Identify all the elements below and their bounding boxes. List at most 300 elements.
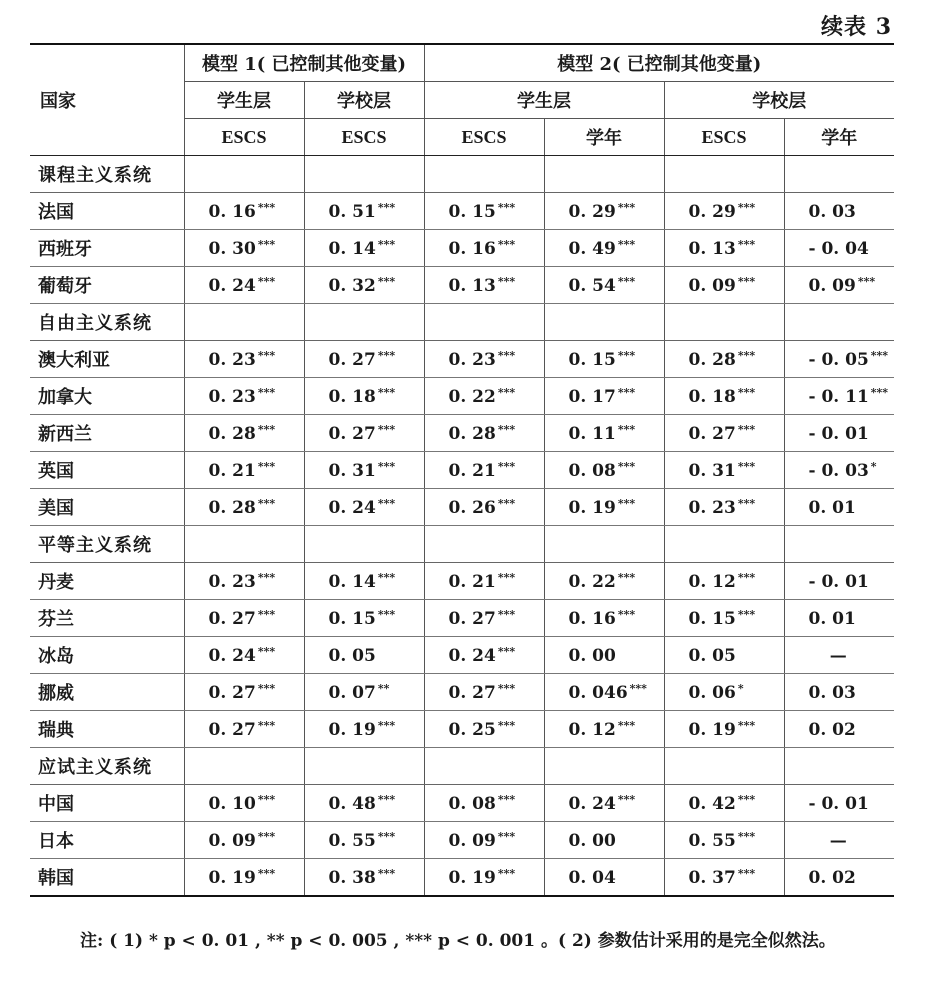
header-blank — [30, 119, 184, 156]
value-cell — [784, 489, 894, 526]
header-m2-school-year: 学年 — [784, 119, 894, 156]
country-label: 法国 — [30, 193, 184, 230]
coefficient-value: - 0. 11 — [808, 386, 869, 407]
coefficient-value: 0. 00 — [568, 645, 616, 666]
group-empty-cell — [784, 156, 894, 193]
table-row — [30, 600, 894, 637]
value-cell — [784, 193, 894, 230]
coefficient-value: 0. 15 — [328, 608, 376, 629]
group-empty-cell — [544, 526, 664, 563]
country-label: 丹麦 — [30, 563, 184, 600]
value-cell — [544, 711, 664, 748]
table-row — [30, 341, 894, 378]
table-row — [30, 230, 894, 267]
group-empty-cell — [784, 304, 894, 341]
coefficient-value: 0. 00 — [568, 830, 616, 851]
value-cell — [424, 378, 544, 415]
value-cell — [664, 341, 784, 378]
coefficient-value: 0. 19 — [568, 497, 616, 518]
value-cell — [424, 674, 544, 711]
significance-stars: *** — [629, 681, 647, 695]
coefficient-value: 0. 07 — [328, 682, 376, 703]
header-m2-school-level: 学校层 — [664, 82, 894, 119]
coefficient-value: 0. 12 — [688, 571, 736, 592]
coefficient-value: 0. 29 — [568, 201, 616, 222]
coefficient-value: 0. 06 — [688, 682, 736, 703]
coefficient-value: 0. 49 — [568, 238, 616, 259]
value-cell — [304, 822, 424, 859]
group-empty-cell — [424, 156, 544, 193]
significance-stars: *** — [377, 718, 396, 732]
significance-stars: * — [870, 459, 877, 473]
significance-stars: *** — [737, 422, 756, 436]
country-label: 芬兰 — [30, 600, 184, 637]
coefficient-value: 0. 28 — [448, 423, 496, 444]
country-label: 新西兰 — [30, 415, 184, 452]
coefficient-value: - 0. 05 — [808, 349, 869, 370]
coefficient-value: 0. 16 — [568, 608, 616, 629]
significance-stars: *** — [497, 385, 516, 399]
significance-stars: *** — [737, 718, 756, 732]
group-empty-cell — [424, 304, 544, 341]
value-cell — [304, 563, 424, 600]
value-cell — [544, 267, 664, 304]
coefficient-value: 0. 24 — [568, 793, 616, 814]
significance-stars: *** — [257, 718, 276, 732]
coefficient-value: 0. 15 — [448, 201, 496, 222]
coefficient-value: 0. 03 — [808, 682, 856, 703]
significance-stars: *** — [617, 422, 636, 436]
value-cell — [304, 415, 424, 452]
coefficient-value: 0. 21 — [448, 460, 496, 481]
group-label: 课程主义系统 — [30, 156, 184, 193]
coefficient-value: 0. 19 — [688, 719, 736, 740]
coefficient-value: — — [829, 645, 847, 666]
coefficient-value: 0. 27 — [208, 608, 256, 629]
significance-stars: *** — [377, 607, 396, 621]
coefficient-value: 0. 046 — [568, 682, 628, 703]
table-row — [30, 711, 894, 748]
value-cell — [184, 415, 304, 452]
header-country: 国家 — [30, 82, 184, 119]
header-m2-school-escs: ESCS — [664, 119, 784, 156]
coefficient-value: 0. 24 — [208, 645, 256, 666]
table-row — [30, 637, 894, 674]
value-cell — [544, 489, 664, 526]
significance-stars: *** — [257, 459, 276, 473]
value-cell — [784, 674, 894, 711]
value-cell — [784, 822, 894, 859]
table-row — [30, 193, 894, 230]
value-cell — [544, 378, 664, 415]
significance-stars: *** — [870, 385, 889, 399]
coefficient-value: 0. 51 — [328, 201, 376, 222]
country-label: 葡萄牙 — [30, 267, 184, 304]
value-cell — [184, 267, 304, 304]
coefficient-value: 0. 32 — [328, 275, 376, 296]
country-label: 日本 — [30, 822, 184, 859]
coefficient-value: 0. 01 — [808, 497, 856, 518]
value-cell — [784, 378, 894, 415]
coefficient-value: 0. 14 — [328, 571, 376, 592]
coefficient-value: 0. 42 — [688, 793, 736, 814]
significance-stars: *** — [377, 274, 396, 288]
group-empty-cell — [304, 748, 424, 785]
coefficient-value: 0. 19 — [448, 867, 496, 888]
table-row — [30, 452, 894, 489]
value-cell — [424, 822, 544, 859]
significance-stars: *** — [377, 570, 396, 584]
value-cell — [784, 341, 894, 378]
significance-stars: *** — [617, 570, 636, 584]
significance-stars: *** — [617, 718, 636, 732]
significance-stars: *** — [617, 385, 636, 399]
group-label: 应试主义系统 — [30, 748, 184, 785]
value-cell — [424, 489, 544, 526]
coefficient-value: 0. 48 — [328, 793, 376, 814]
coefficient-value: - 0. 04 — [808, 238, 869, 259]
value-cell — [784, 415, 894, 452]
group-empty-cell — [664, 526, 784, 563]
significance-stars: *** — [377, 459, 396, 473]
value-cell — [544, 230, 664, 267]
significance-stars: *** — [737, 348, 756, 362]
significance-stars: *** — [257, 681, 276, 695]
significance-stars: *** — [617, 792, 636, 806]
value-cell — [664, 193, 784, 230]
significance-stars: *** — [737, 496, 756, 510]
value-cell — [544, 785, 664, 822]
coefficient-value: 0. 29 — [688, 201, 736, 222]
significance-stars: * — [737, 681, 744, 695]
coefficient-value: 0. 15 — [568, 349, 616, 370]
coefficient-value: 0. 26 — [448, 497, 496, 518]
significance-stars: *** — [737, 200, 756, 214]
coefficient-value: 0. 27 — [448, 608, 496, 629]
value-cell — [184, 489, 304, 526]
header-model-2: 模型 2( 已控制其他变量) — [424, 44, 894, 82]
significance-stars: *** — [497, 570, 516, 584]
country-label: 挪威 — [30, 674, 184, 711]
significance-stars: ** — [377, 681, 390, 695]
results-table — [30, 43, 894, 897]
group-row — [30, 304, 894, 341]
coefficient-value: 0. 25 — [448, 719, 496, 740]
value-cell — [784, 230, 894, 267]
group-empty-cell — [184, 748, 304, 785]
coefficient-value: 0. 13 — [688, 238, 736, 259]
value-cell — [784, 452, 894, 489]
significance-stars: *** — [377, 385, 396, 399]
coefficient-value: 0. 02 — [808, 719, 856, 740]
table-caption: 续表 3 — [821, 14, 892, 40]
value-cell — [184, 378, 304, 415]
significance-stars: *** — [737, 274, 756, 288]
coefficient-value: 0. 10 — [208, 793, 256, 814]
value-cell — [664, 267, 784, 304]
value-cell — [184, 674, 304, 711]
header-m1-student-level: 学生层 — [184, 82, 304, 119]
country-label: 西班牙 — [30, 230, 184, 267]
coefficient-value: 0. 02 — [808, 867, 856, 888]
significance-stars: *** — [497, 459, 516, 473]
value-cell — [544, 452, 664, 489]
significance-stars: *** — [257, 385, 276, 399]
coefficient-value: 0. 19 — [328, 719, 376, 740]
group-empty-cell — [664, 748, 784, 785]
significance-stars: *** — [377, 237, 396, 251]
value-cell — [424, 711, 544, 748]
value-cell — [784, 267, 894, 304]
value-cell — [304, 452, 424, 489]
coefficient-value: 0. 23 — [688, 497, 736, 518]
coefficient-value: 0. 21 — [208, 460, 256, 481]
value-cell — [424, 600, 544, 637]
value-cell — [304, 378, 424, 415]
value-cell — [184, 563, 304, 600]
significance-stars: *** — [617, 200, 636, 214]
group-label: 平等主义系统 — [30, 526, 184, 563]
value-cell — [424, 637, 544, 674]
coefficient-value: 0. 09 — [448, 830, 496, 851]
significance-stars: *** — [377, 829, 396, 843]
header-m1-school-escs: ESCS — [304, 119, 424, 156]
value-cell — [664, 600, 784, 637]
value-cell — [544, 415, 664, 452]
significance-stars: *** — [497, 274, 516, 288]
value-cell — [424, 267, 544, 304]
coefficient-value: 0. 22 — [568, 571, 616, 592]
coefficient-value: 0. 21 — [448, 571, 496, 592]
coefficient-value: 0. 13 — [448, 275, 496, 296]
significance-stars: *** — [737, 792, 756, 806]
significance-stars: *** — [857, 274, 876, 288]
value-cell — [664, 822, 784, 859]
coefficient-value: 0. 23 — [208, 571, 256, 592]
value-cell — [664, 563, 784, 600]
group-empty-cell — [664, 156, 784, 193]
coefficient-value: 0. 28 — [208, 497, 256, 518]
value-cell — [664, 230, 784, 267]
coefficient-value: 0. 09 — [808, 275, 856, 296]
value-cell — [664, 489, 784, 526]
country-label: 美国 — [30, 489, 184, 526]
coefficient-value: 0. 27 — [328, 423, 376, 444]
significance-stars: *** — [617, 496, 636, 510]
coefficient-value: 0. 22 — [448, 386, 496, 407]
value-cell — [184, 711, 304, 748]
significance-stars: *** — [497, 644, 516, 658]
value-cell — [304, 600, 424, 637]
value-cell — [304, 785, 424, 822]
significance-stars: *** — [377, 866, 396, 880]
value-cell — [784, 785, 894, 822]
value-cell — [184, 822, 304, 859]
table-note: 注: ( 1) * p < 0. 01 , ** p < 0. 005 , *** p < 0. 001 。( 2) 参数估计采用的是完全似然法。 — [80, 931, 836, 951]
table-row — [30, 785, 894, 822]
value-cell — [664, 711, 784, 748]
coefficient-value: - 0. 03 — [808, 460, 869, 481]
coefficient-value: 0. 27 — [208, 682, 256, 703]
value-cell — [664, 859, 784, 897]
table-row — [30, 822, 894, 859]
significance-stars: *** — [497, 866, 516, 880]
significance-stars: *** — [737, 570, 756, 584]
coefficient-value: 0. 09 — [208, 830, 256, 851]
significance-stars: *** — [617, 274, 636, 288]
significance-stars: *** — [497, 607, 516, 621]
significance-stars: *** — [737, 829, 756, 843]
significance-stars: *** — [257, 866, 276, 880]
significance-stars: *** — [257, 570, 276, 584]
group-empty-cell — [304, 304, 424, 341]
value-cell — [544, 822, 664, 859]
significance-stars: *** — [257, 237, 276, 251]
significance-stars: *** — [497, 792, 516, 806]
value-cell — [664, 452, 784, 489]
significance-stars: *** — [497, 237, 516, 251]
group-empty-cell — [304, 156, 424, 193]
group-empty-cell — [544, 304, 664, 341]
significance-stars: *** — [737, 607, 756, 621]
coefficient-value: 0. 23 — [208, 349, 256, 370]
value-cell — [184, 637, 304, 674]
value-cell — [184, 600, 304, 637]
significance-stars: *** — [497, 422, 516, 436]
country-label: 冰岛 — [30, 637, 184, 674]
value-cell — [544, 193, 664, 230]
significance-stars: *** — [617, 348, 636, 362]
coefficient-value: - 0. 01 — [808, 571, 869, 592]
group-empty-cell — [184, 156, 304, 193]
coefficient-value: 0. 27 — [448, 682, 496, 703]
significance-stars: *** — [497, 718, 516, 732]
value-cell — [424, 859, 544, 897]
coefficient-value: 0. 16 — [448, 238, 496, 259]
significance-stars: *** — [737, 237, 756, 251]
group-empty-cell — [784, 526, 894, 563]
value-cell — [184, 193, 304, 230]
group-empty-cell — [424, 526, 544, 563]
table-row — [30, 674, 894, 711]
significance-stars: *** — [870, 348, 889, 362]
coefficient-value: 0. 09 — [688, 275, 736, 296]
value-cell — [424, 341, 544, 378]
coefficient-value: 0. 15 — [688, 608, 736, 629]
significance-stars: *** — [737, 459, 756, 473]
group-empty-cell — [304, 526, 424, 563]
coefficient-value: 0. 14 — [328, 238, 376, 259]
group-empty-cell — [184, 304, 304, 341]
table-row — [30, 267, 894, 304]
significance-stars: *** — [257, 829, 276, 843]
significance-stars: *** — [617, 459, 636, 473]
coefficient-value: 0. 01 — [808, 608, 856, 629]
significance-stars: *** — [737, 866, 756, 880]
country-label: 中国 — [30, 785, 184, 822]
country-label: 瑞典 — [30, 711, 184, 748]
coefficient-value: 0. 30 — [208, 238, 256, 259]
coefficient-value: 0. 23 — [448, 349, 496, 370]
group-row — [30, 748, 894, 785]
significance-stars: *** — [257, 348, 276, 362]
value-cell — [304, 230, 424, 267]
value-cell — [304, 267, 424, 304]
significance-stars: *** — [257, 274, 276, 288]
value-cell — [664, 674, 784, 711]
coefficient-value: 0. 31 — [328, 460, 376, 481]
value-cell — [184, 785, 304, 822]
value-cell — [544, 674, 664, 711]
significance-stars: *** — [257, 422, 276, 436]
significance-stars: *** — [257, 607, 276, 621]
group-row — [30, 526, 894, 563]
value-cell — [544, 859, 664, 897]
group-label: 自由主义系统 — [30, 304, 184, 341]
significance-stars: *** — [377, 348, 396, 362]
header-m2-student-level: 学生层 — [424, 82, 664, 119]
table-row — [30, 378, 894, 415]
value-cell — [424, 193, 544, 230]
value-cell — [304, 674, 424, 711]
value-cell — [184, 859, 304, 897]
coefficient-value: 0. 28 — [208, 423, 256, 444]
coefficient-value: 0. 31 — [688, 460, 736, 481]
value-cell — [424, 452, 544, 489]
group-empty-cell — [784, 748, 894, 785]
significance-stars: *** — [377, 792, 396, 806]
group-empty-cell — [544, 156, 664, 193]
value-cell — [304, 711, 424, 748]
significance-stars: *** — [617, 237, 636, 251]
value-cell — [304, 489, 424, 526]
significance-stars: *** — [617, 607, 636, 621]
value-cell — [664, 785, 784, 822]
significance-stars: *** — [257, 644, 276, 658]
coefficient-value: 0. 24 — [448, 645, 496, 666]
table-row — [30, 415, 894, 452]
value-cell — [184, 452, 304, 489]
coefficient-value: 0. 05 — [688, 645, 736, 666]
coefficient-value: 0. 54 — [568, 275, 616, 296]
coefficient-value: 0. 08 — [568, 460, 616, 481]
value-cell — [424, 785, 544, 822]
country-label: 英国 — [30, 452, 184, 489]
coefficient-value: 0. 27 — [328, 349, 376, 370]
table-row — [30, 859, 894, 897]
value-cell — [544, 600, 664, 637]
coefficient-value: 0. 19 — [208, 867, 256, 888]
value-cell — [544, 341, 664, 378]
value-cell — [544, 563, 664, 600]
coefficient-value: 0. 05 — [328, 645, 376, 666]
value-cell — [304, 637, 424, 674]
coefficient-value: 0. 27 — [208, 719, 256, 740]
coefficient-value: 0. 18 — [688, 386, 736, 407]
value-cell — [304, 193, 424, 230]
value-cell — [784, 600, 894, 637]
header-model-1: 模型 1( 已控制其他变量) — [184, 44, 424, 82]
coefficient-value: 0. 24 — [328, 497, 376, 518]
value-cell — [424, 230, 544, 267]
group-empty-cell — [184, 526, 304, 563]
coefficient-value: - 0. 01 — [808, 423, 869, 444]
value-cell — [664, 415, 784, 452]
coefficient-value: 0. 38 — [328, 867, 376, 888]
value-cell — [424, 563, 544, 600]
coefficient-value: 0. 12 — [568, 719, 616, 740]
coefficient-value: 0. 28 — [688, 349, 736, 370]
